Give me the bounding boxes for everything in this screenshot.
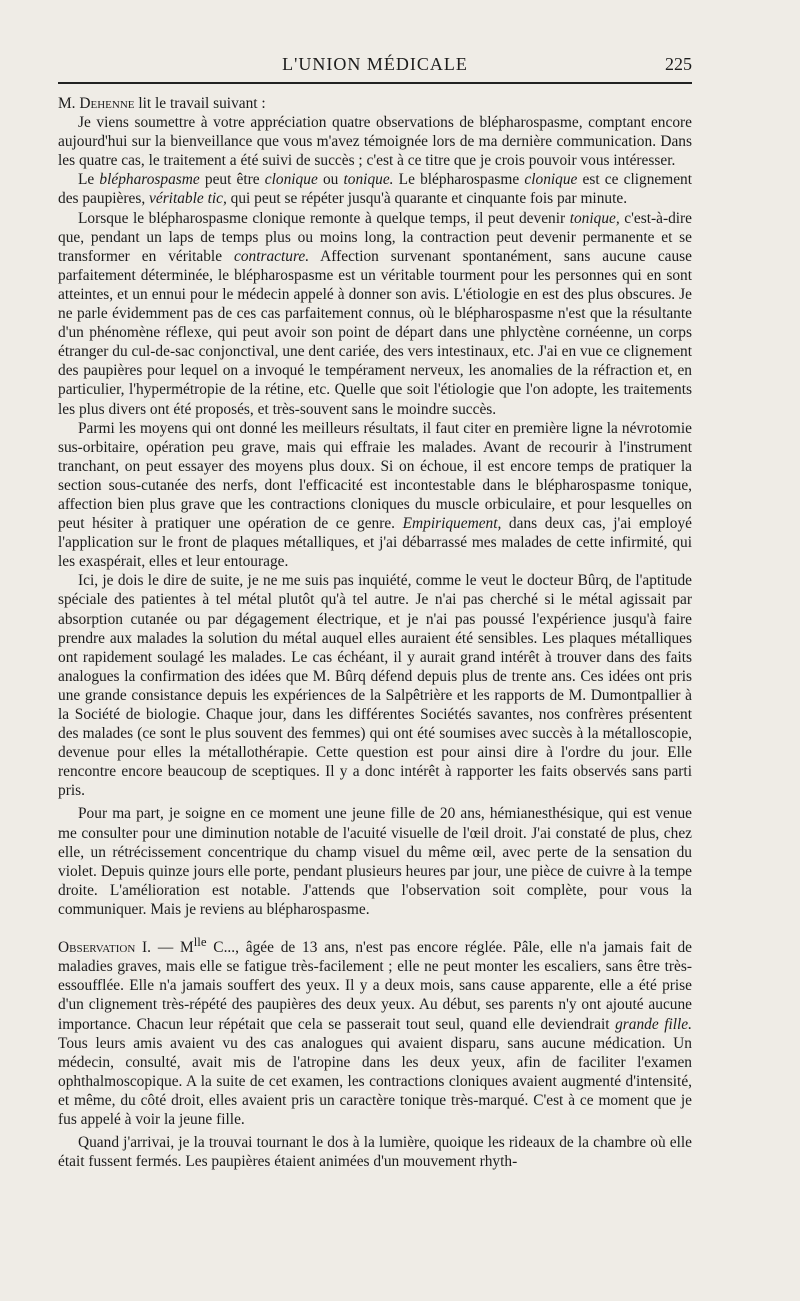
paragraph-5 — [58, 571, 692, 800]
paragraph-6 — [58, 804, 692, 919]
observation-text: Tous leurs amis avaient vu des cas analogues qui avaient disparu, sans aucune médication. Un médecin, consulté, avait mis de l'atropine dans les deux yeux, afin de faciliter l'examen ophthalmoscopique. A la suite de cet examen, les contractions cloniques avaient augmenté d'intensité, et même, du côté droit, elles avaient pris un caractère tonique très-marqué. C'est à ce moment que je fus appelé à voir la jeune fille. — [58, 1034, 692, 1128]
paragraph-8 — [58, 1133, 692, 1171]
paragraph-2-italic: clonique — [524, 171, 578, 189]
paragraph-2-italic: tonique. — [343, 171, 394, 189]
observation-text: — M — [151, 939, 194, 957]
paragraph-2-italic: blépharospasme — [99, 171, 200, 189]
page-number: 225 — [665, 54, 692, 74]
paragraph-6-text: Pour ma part, je soigne en ce moment une jeune fille de 20 ans, hémianesthésique, qui est venue me consulter pour une diminution notable de l'acuité visuelle de l'œil droit. J'ai constaté de plus, chez elle, un rétrécissement concentrique du champ visuel du même œil, avec perte de la sensation du violet. Depuis quinze jours elle porte, pendant plusieurs heures par jour, une pièce de cuivre à la tempe droite. L'amélioration est notable. J'attends que l'observation soit complète, pour vous la communiquer. Mais je reviens au blépharospasme. — [58, 805, 692, 918]
paragraph-3 — [58, 209, 692, 419]
paragraph-2-text: peut être — [199, 171, 265, 189]
paragraph-2-text: Le — [78, 171, 100, 189]
paragraph-2-text: Le blépharospasme — [393, 171, 525, 189]
paragraph-2-text: ou — [317, 171, 344, 189]
paragraph-1 — [58, 113, 692, 170]
page-header — [58, 52, 692, 84]
running-title: L'UNION MÉDICALE — [282, 54, 468, 74]
paragraph-3-italic: tonique, — [569, 209, 620, 227]
paragraph-4 — [58, 419, 692, 572]
paragraph-3-text: c'est-à-dire que, pendant un laps de temps plus ou moins long, la contraction peut devenir permanente et se transformer en véritable — [58, 209, 692, 265]
paragraph-4-italic: Empiriquement, — [402, 515, 502, 533]
paragraph-5-text: Ici, je dois le dire de suite, je ne me suis pas inquiété, comme le veut le docteur Bûrq, de l'aptitude spéciale des patientes à tel métal plutôt qu'à tel autre. Je n'ai pas cherché si le métal agissait par absorption cutanée ou par dégagement électrique, et je n'ai pas poussé l'expérience jusqu'à faire prendre aux malades la solution du métal auquel elles auraient été sensibles. Les plaques métalliques ont rapidement soulagé les malades. Le cas échéant, il y aurait grand intérêt à trouver dans des faits analogues la confirmation des idées que M. Bûrq défend depuis plus de trente ans. Ces idées ont pris une grande consistance depuis les expériences de la Salpêtrière et les rapports de M. Dumontpallier à la Société de biologie. Chaque jour, dans les différentes Sociétés savantes, nos confrères présentent des malades (ce sont le plus souvent des femmes) qui ont été soumises avec succès à la métalloscopie, devenue pour elles la métallothérapie. Cette question est pour ainsi dire à l'ordre du jour. Elle rencontre encore beaucoup de sceptiques. Il y a donc intérêt à rapporter les faits observés sans parti pris. — [58, 572, 692, 800]
paragraph-2-text: est ce clignement des paupières, — [58, 171, 693, 208]
paragraph-3-text: Lorsque le blépharospasme clonique remonte à quelque temps, il peut devenir — [78, 209, 570, 227]
paragraph-2-italic: clonique — [264, 171, 318, 189]
paragraph-4-text: dans deux cas, j'ai employé l'application sur le front de plaques métalliques, et j'ai débarrassé mes malades de cette infirmité, qui les exaspérait, elles et leur entourage. — [58, 515, 692, 571]
paragraph-3-text: Affection survenant spontanément, sans aucune cause parfaitement déterminée, le blépharospasme est un véritable tourment pour les personnes qui en sont atteintes, et un ennui pour le médecin appelé à donner son avis. L'étiologie en est des plus obscures. Je ne parle évidemment pas de ces cas parfaitement connus, où le blépharospasme n'est que la résultante d'un phénomène réflexe, qui peut avoir son point de départ dans une phlyctène cornéenne, un corps étranger du cul-de-sac conjonctival, une dent cariée, des vers intestinaux, etc. J'ai en vue ce clignement des paupières pour lequel on a invoqué le tempérament nerveux, les anomalies de la réfraction et, en particulier, l'hypermétropie de la rétine, etc. Quelle que soit l'étiologie que l'on adopte, les traitements les plus divers ont été proposés, et très-souvent sans le moindre succès. — [58, 247, 692, 418]
observation-text: C..., âgée de 13 ans, n'est pas encore réglée. Pâle, elle n'a jamais fait de maladies graves, mais elle se fatigue très-facilement ; elle ne peut monter les escaliers, sans être très-essoufflée. Elle n'a jamais souffert des yeux. Il y a deux mois, sans cause apparente, elle a été prise d'un clignement très-répété des paupières des deux yeux. Au début, ses parents n'y ont ajouté aucune importance. Chacun leur répétait que cela se passerait tout seul, quand elle deviendrait — [58, 939, 693, 1033]
observation-1 — [58, 933, 692, 1129]
observation-superscript: lle — [193, 935, 207, 950]
observation-heading: Observation I. — [58, 939, 152, 957]
paragraph-1-text: Je viens soumettre à votre appréciation quatre observations de blépharospasme, comptant encore aujourd'hui sur la bienveillance que vous m'avez témoignée lors de ma dernière communication. Dans les quatre cas, le traitement a été suivi de succès ; c'est à ce titre que je crois pouvoir vous intéresser. — [58, 114, 692, 170]
paragraph-2-italic: véritable tic, — [149, 190, 227, 208]
intro-text: lit le travail suivant : — [134, 95, 266, 112]
paragraph-2-text: qui peut se répéter jusqu'à quarante et cinquante fois par minute. — [226, 190, 628, 208]
paragraph-intro — [58, 94, 692, 113]
speaker-name: M. Dehenne — [58, 95, 135, 112]
paragraph-4-text: Parmi les moyens qui ont donné les meilleurs résultats, il faut citer en première ligne la névrotomie sus-orbitaire, opération peu grave, mais qui effraie les malades. Avant de recourir à l'instrument tranchant, on peut essayer des moyens plus doux. Si on échoue, il est encore temps de pratiquer la section sous-cutanée des nerfs, dont l'efficacité est incontestable dans le blépharospasme tonique, affection bien plus grave que les contractions cloniques du muscle orbiculaire, et pour lesquelles on peut hésiter à pratiquer une opération de ce genre. — [58, 419, 692, 533]
paragraph-3-italic: contracture. — [233, 247, 310, 265]
paragraph-8-text: Quand j'arrivai, je la trouvai tournant le dos à la lumière, quoique les rideaux de la chambre où elle était fussent fermés. Les paupières étaient animées d'un mouvement rhyth- — [58, 1134, 692, 1171]
paragraph-2 — [58, 170, 692, 208]
article-body — [58, 94, 692, 1171]
observation-italic: grande fille. — [615, 1015, 692, 1033]
